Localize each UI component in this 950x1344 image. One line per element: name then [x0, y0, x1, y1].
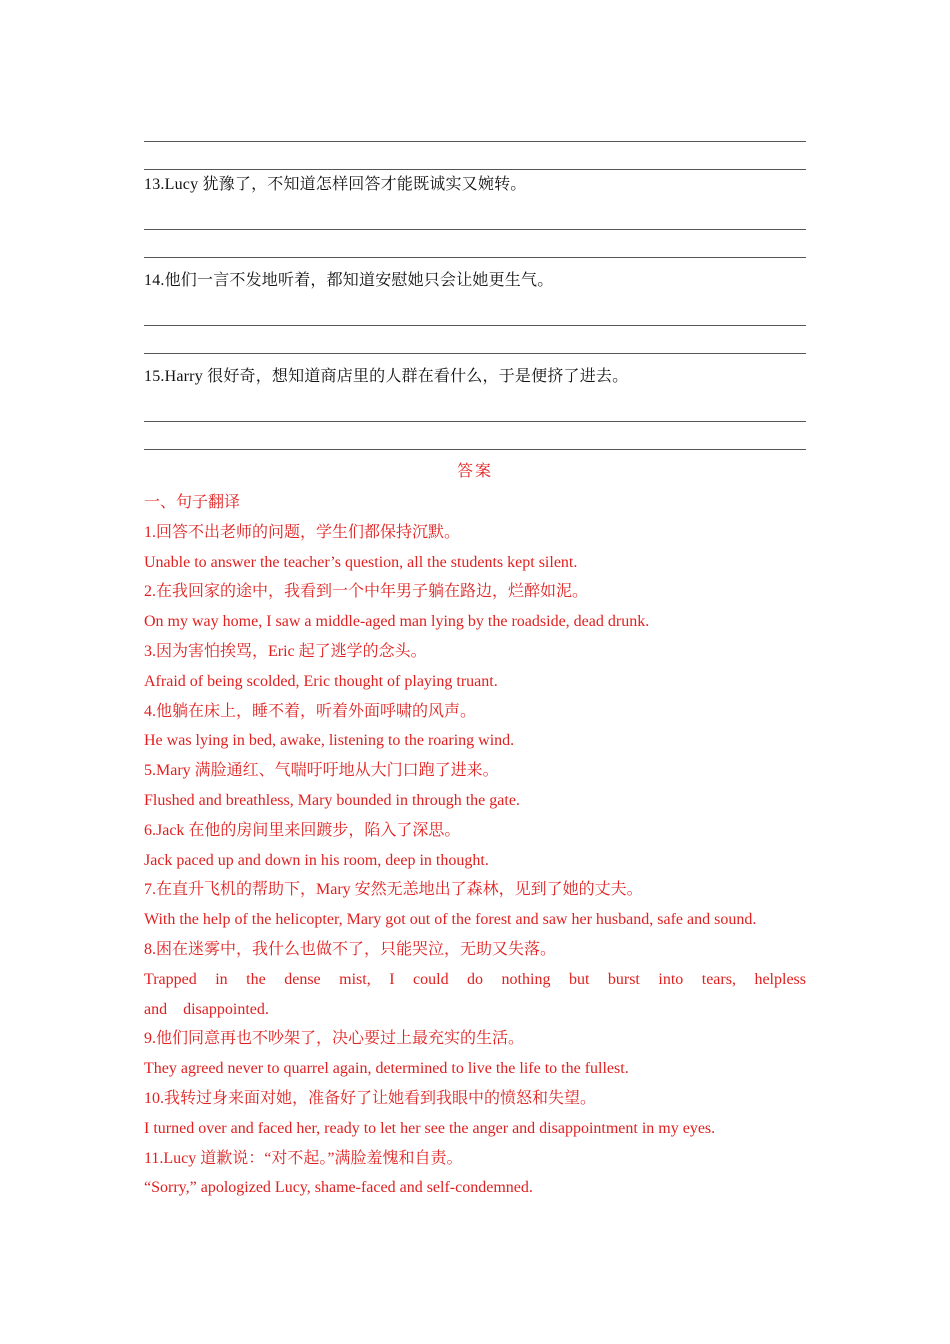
answer-line[interactable]	[144, 326, 806, 354]
answer-8-en: Trapped in the dense mist, I could do nothing but burst into tears, helpless and disappointed.	[144, 970, 806, 1018]
answer-3-en: Afraid of being scolded, Eric thought of playing truant.	[144, 672, 498, 690]
answer-10-zh: 10.我转过身来面对她，准备好了让她看到我眼中的愤怒和失望。	[144, 1089, 597, 1107]
answer-1-en: Unable to answer the teacher’s question, all the students kept silent.	[144, 553, 578, 571]
answer-11-en: “Sorry,” apologized Lucy, shame-faced and self-condemned.	[144, 1179, 533, 1197]
answer-line[interactable]	[144, 200, 806, 230]
answer-1-zh: 1.回答不出老师的问题，学生们都保持沉默。	[144, 523, 461, 541]
answer-10-en: I turned over and faced her, ready to let her see the anger and disappointment in my eyes.	[144, 1119, 716, 1137]
answers-title: 答案	[456, 463, 493, 480]
answer-9-en: They agreed never to quarrel again, determined to live the life to the fullest.	[144, 1060, 629, 1078]
answer-2-en: On my way home, I saw a middle-aged man lying by the roadside, dead drunk.	[144, 613, 650, 631]
answer-5-zh: 5.Mary 满脸通红、气喘吁吁地从大门口跑了进来。	[144, 762, 499, 780]
answer-7-en: With the help of the helicopter, Mary got out of the forest and saw her husband, safe and sound.	[144, 911, 757, 929]
answer-9-zh: 9.他们同意再也不吵架了，决心要过上最充实的生活。	[144, 1030, 525, 1048]
section-heading: 一、句子翻译	[144, 494, 241, 511]
answer-line[interactable]	[144, 112, 806, 142]
answer-line[interactable]	[144, 392, 806, 422]
prev-question-answer-blanks	[144, 112, 806, 170]
answers-section	[144, 488, 806, 1203]
question-15	[144, 362, 806, 450]
answer-line[interactable]	[144, 230, 806, 258]
answer-line[interactable]	[144, 296, 806, 326]
document-page	[144, 112, 806, 1203]
answer-2-zh: 2.在我回家的途中，我看到一个中年男子躺在路边，烂醉如泥。	[144, 583, 589, 601]
answer-5-en: Flushed and breathless, Mary bounded in through the gate.	[144, 791, 520, 809]
question-text: 15.Harry 很好奇，想知道商店里的人群在看什么，于是便挤了进去。	[144, 368, 629, 385]
answer-11-zh: 11.Lucy 道歉说：“对不起。”满脸羞愧和自责。	[144, 1149, 463, 1167]
answer-4-zh: 4.他躺在床上，睡不着，听着外面呼啸的风声。	[144, 702, 477, 720]
answer-line[interactable]	[144, 422, 806, 450]
answer-line[interactable]	[144, 142, 806, 170]
question-text: 14.他们一言不发地听着，都知道安慰她只会让她更生气。	[144, 272, 554, 289]
question-14	[144, 266, 806, 354]
question-text: 13.Lucy 犹豫了，不知道怎样回答才能既诚实又婉转。	[144, 176, 527, 193]
answer-3-zh: 3.因为害怕挨骂，Eric 起了逃学的念头。	[144, 642, 427, 660]
question-13	[144, 170, 806, 258]
answer-4-en: He was lying in bed, awake, listening to the roaring wind.	[144, 732, 515, 750]
answer-6-zh: 6.Jack 在他的房间里来回踱步，陷入了深思。	[144, 821, 461, 839]
answer-8-zh: 8.困在迷雾中，我什么也做不了，只能哭泣，无助又失落。	[144, 940, 557, 958]
answer-6-en: Jack paced up and down in his room, deep in thought.	[144, 851, 489, 869]
answer-7-zh: 7.在直升飞机的帮助下，Mary 安然无恙地出了森林，见到了她的丈夫。	[144, 881, 643, 899]
